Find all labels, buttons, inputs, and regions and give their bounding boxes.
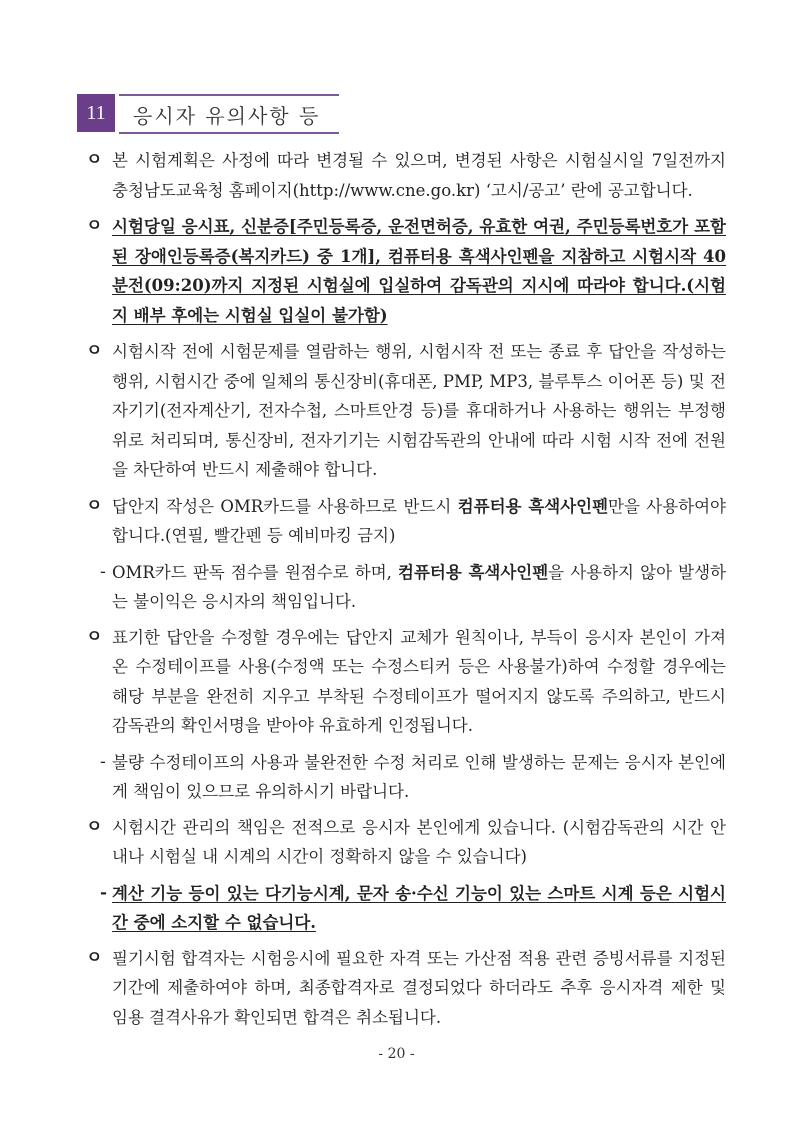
notice-text: 불량 수정테이프의 사용과 불완전한 수정 처리로 인해 발생하는 문제는 응시자 본인에게 책임이 있으므로 유의하시기 바랍니다.: [112, 752, 726, 801]
notice-text: 시험시작 전에 시험문제를 열람하는 행위, 시험시작 전 또는 종료 후 답안을 작성하는 행위, 시험시간 중에 일체의 통신장비(휴대폰, PMP, MP3, 블루투스 이어폰 등) 및 전자기기(전자계산기, 전자수첩, 스마트안경 등)를 휴대하거나 사용하는 행위는 부정행위로 처리되며, 통신장비, 전자기기는 시험감독관의 안내에 따라 시험 시작 전에 전원을 차단하여 반드시 제출해야 합니다.: [112, 342, 726, 479]
notice-text-bold: 컴퓨터용 흑색사인펜: [398, 562, 549, 582]
dash-marker: -: [100, 751, 106, 772]
notice-text-bold: 컴퓨터용 흑색사인펜: [457, 496, 609, 516]
notice-subitem-emphasized: [86, 879, 726, 938]
notice-text-pre: 답안지 작성은 OMR카드를 사용하므로 반드시: [112, 496, 458, 516]
notice-item: [86, 337, 726, 485]
notice-item: [86, 813, 726, 872]
bullet-marker: ㅇ: [86, 495, 103, 516]
notice-text: 필기시험 합격자는 시험응시에 필요한 자격 또는 가산점 적용 관련 증빙서류를 지정된 기간에 제출하여야 하며, 최종합격자로 결정되었다 하더라도 추후 응시자격 제한 및 임용 결격사유가 확인되면 합격은 취소됩니다.: [112, 948, 726, 1027]
bullet-marker: ㅇ: [86, 947, 103, 968]
bullet-marker: ㅇ: [86, 150, 103, 170]
dash-marker: -: [100, 561, 106, 582]
bullet-marker: ㅇ: [86, 216, 103, 236]
notice-text: [112, 558, 726, 617]
notice-text: [112, 492, 726, 551]
notice-item: [86, 944, 726, 1033]
notice-list: [86, 146, 726, 1039]
notice-subitem: [86, 558, 726, 617]
dash-marker: -: [100, 882, 108, 903]
notice-text: 시험시간 관리의 책임은 전적으로 응시자 본인에게 있습니다. (시험감독관의 시간 안내나 시험실 내 시계의 시간이 정확하지 않을 수 있습니다): [112, 817, 726, 866]
notice-text-post: 을 사용하지 않아 발생하는 불이익은 응시자의 책임입니다.: [112, 562, 726, 611]
notice-item-emphasized: [86, 212, 726, 330]
section-title: 응시자 유의사항 등: [133, 104, 321, 128]
section-header: [77, 94, 339, 132]
bullet-marker: ㅇ: [86, 626, 103, 647]
notice-text-pre: OMR카드 판독 점수를 원점수로 하며,: [112, 562, 399, 582]
notice-item: [86, 623, 726, 741]
notice-text: 표기한 답안을 수정할 경우에는 답안지 교체가 원칙이나, 부득이 응시자 본인이 가져온 수정테이프를 사용(수정액 또는 수정스티커 등은 사용불가)하여 수정할 경우에는 해당 부분을 완전히 지우고 부착된 수정테이프가 떨어지지 않도록 주의하고, 반드시 감독관의 확인서명을 받아야 유효하게 인정됩니다.: [112, 627, 726, 735]
section-number: 11: [77, 94, 115, 132]
notice-text: 계산 기능 등이 있는 다기능시계, 문자 송·수신 기능이 있는 스마트 시계 등은 시험시간 중에 소지할 수 없습니다.: [112, 883, 726, 932]
page-number: - 20 -: [378, 1046, 415, 1062]
notice-item: [86, 146, 726, 205]
notice-text-post: 만을 사용하여야 합니다.(연필, 빨간펜 등 예비마킹 금지): [112, 496, 726, 545]
notice-subitem: [86, 748, 726, 807]
notice-item: [86, 492, 726, 551]
notice-text: 본 시험계획은 사정에 따라 변경될 수 있으며, 변경된 사항은 시험실시일 7일전까지 충청남도교육청 홈페이지(http://www.cne.go.kr) ‘고시/공고’ 란에 공고합니다.: [112, 151, 726, 200]
notice-text: 시험당일 응시표, 신분증[주민등록증, 운전면허증, 유효한 여권, 주민등록번호가 포함된 장애인등록증(복지카드) 중 1개], 컴퓨터용 흑색사인펜을 지참하고 시험시작 40분전(09:20)까지 지정된 시험실에 입실하여 감독관의 지시에 따라야 합니다.(시험지 배부 후에는 시험실 입실이 불가함): [112, 217, 726, 325]
section-title-box: [119, 94, 339, 134]
bullet-marker: ㅇ: [86, 816, 103, 837]
bullet-marker: ㅇ: [86, 341, 103, 361]
